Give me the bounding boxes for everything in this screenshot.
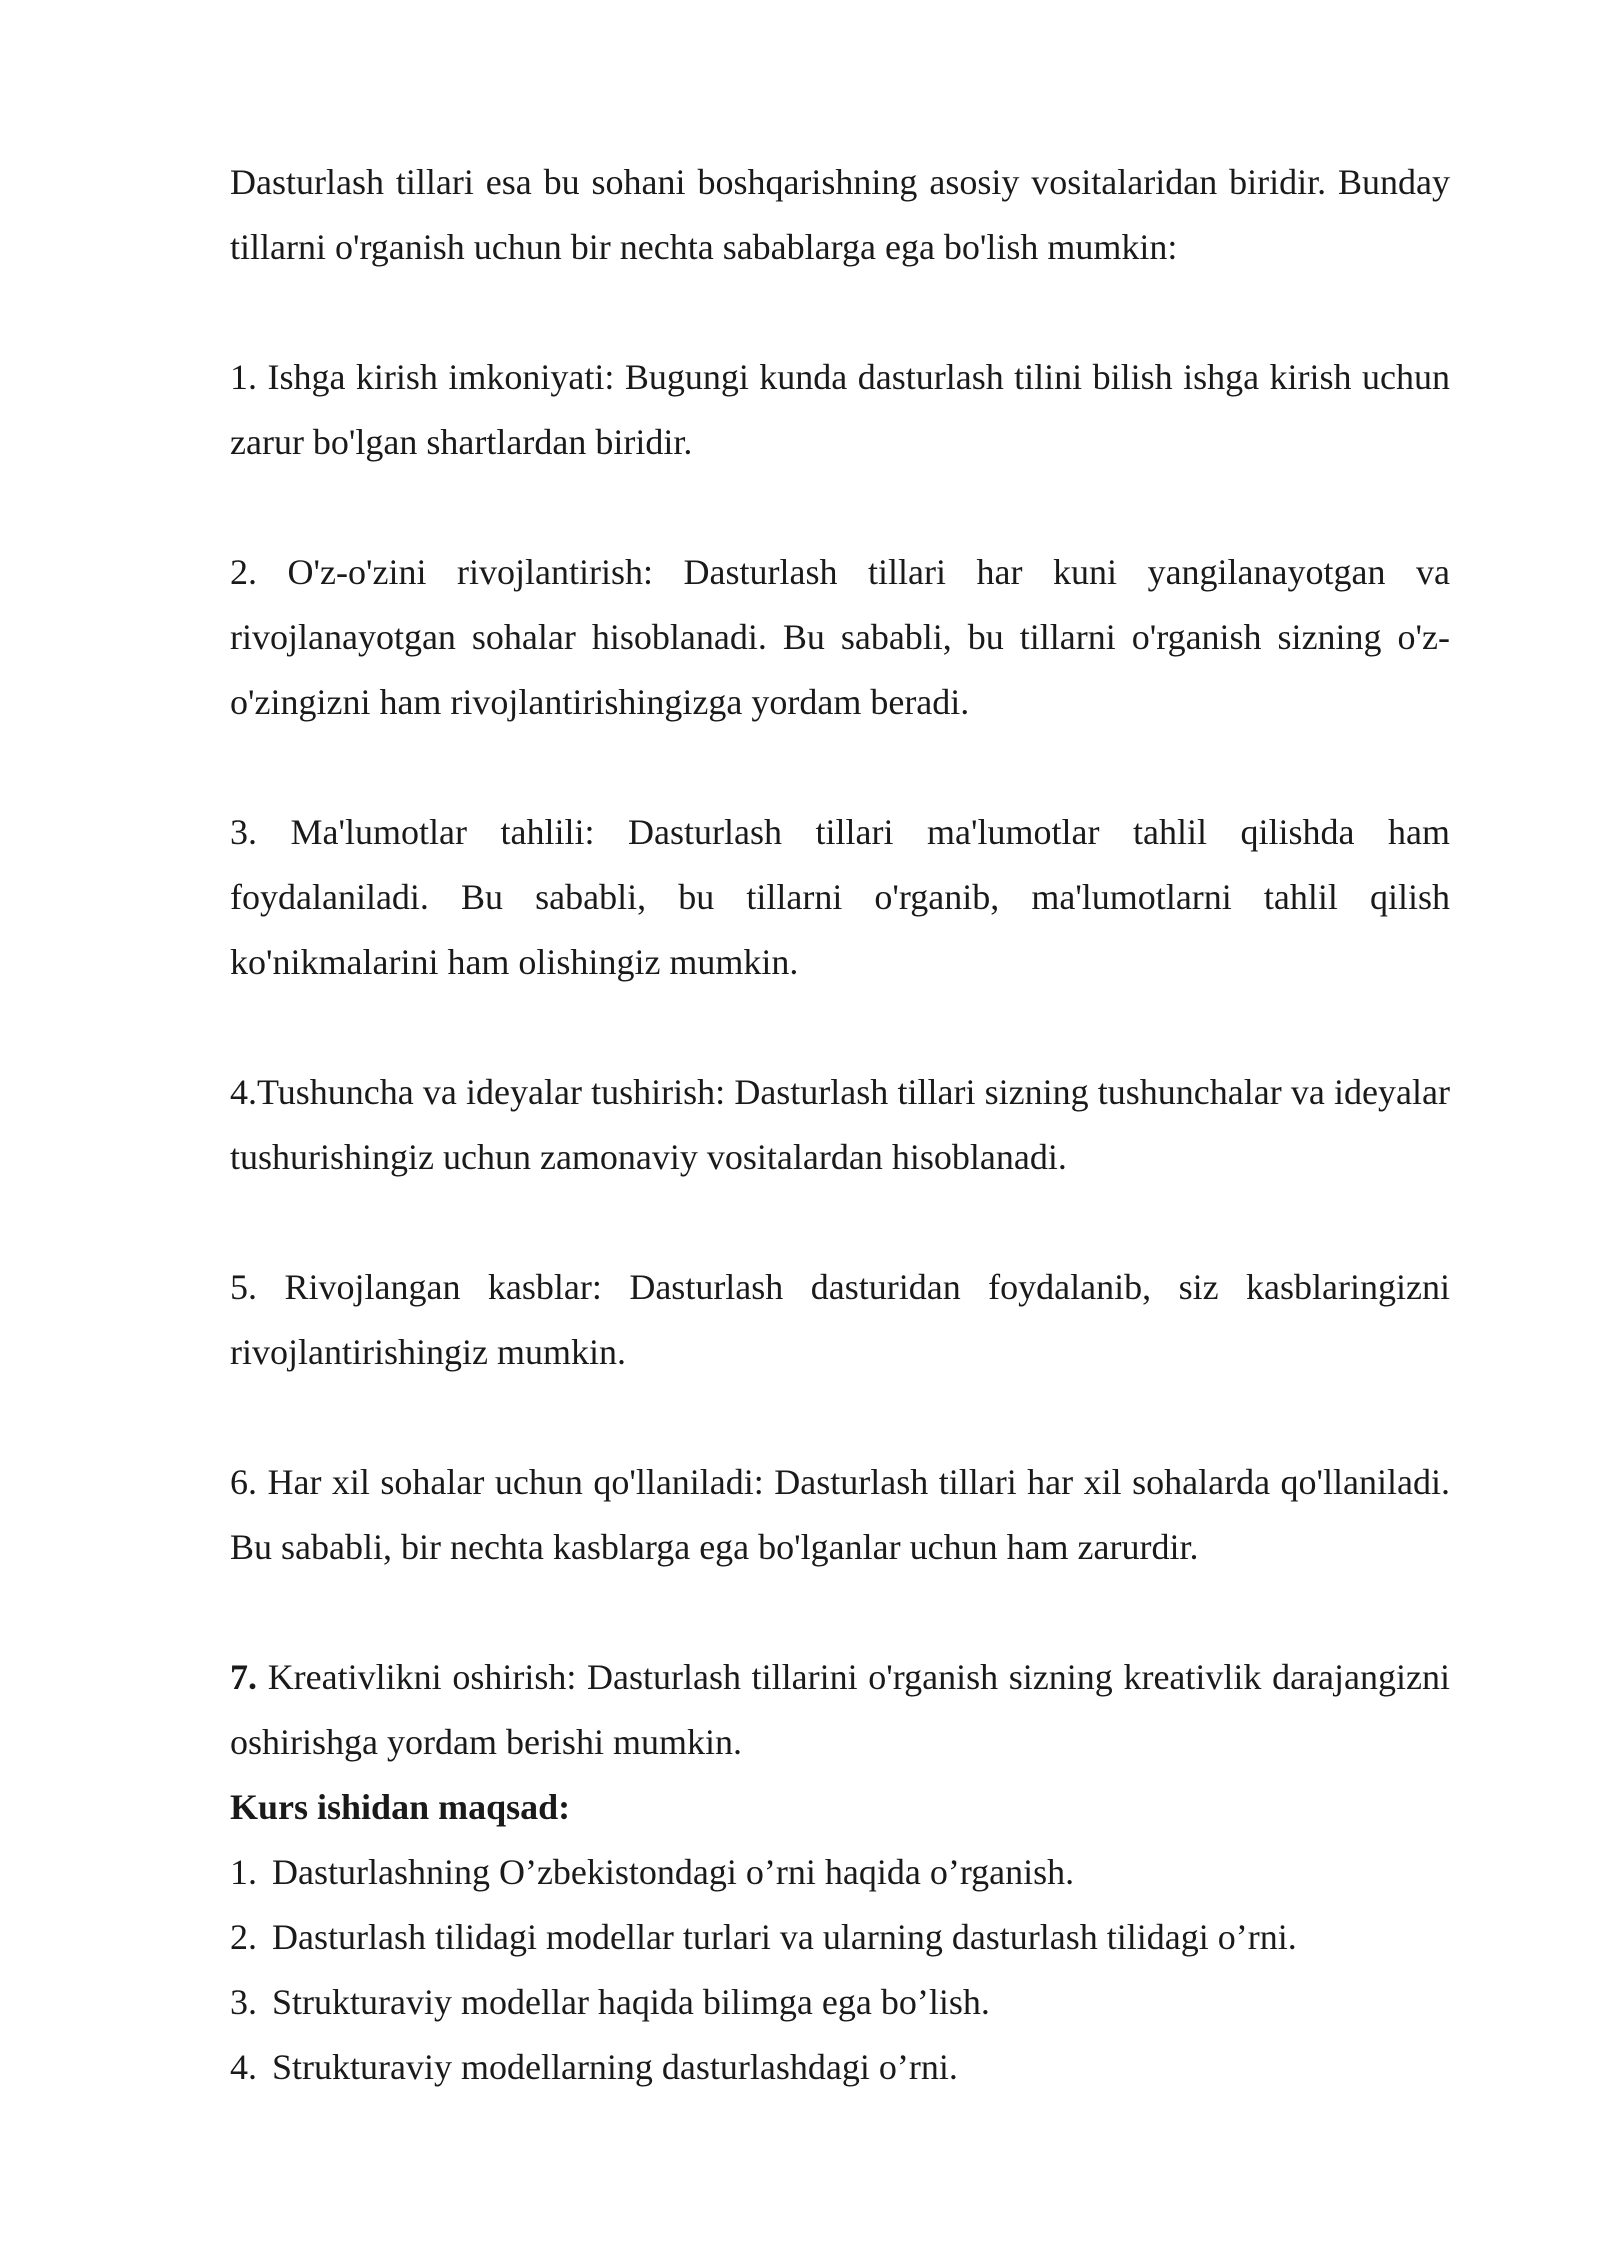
reason-3-paragraph xyxy=(230,800,1450,995)
goal-1-text: Dasturlashning O’zbekistondagi o’rni haqida o’rganish. xyxy=(272,1852,1075,1892)
goals-list xyxy=(230,1840,1450,2100)
list-item xyxy=(230,1840,1450,1905)
reason-7-paragraph xyxy=(230,1645,1450,1775)
reason-2-paragraph xyxy=(230,540,1450,735)
intro-paragraph xyxy=(230,150,1450,280)
reason-5-text: Rivojlangan kasblar: Dasturlash dasturidan foydalanib, siz kasblaringizni rivojlantirishingiz mumkin. xyxy=(230,1267,1450,1372)
list-item xyxy=(230,2035,1450,2100)
reason-3-text: Ma'lumotlar tahlili: Dasturlash tillari ma'lumotlar tahlil qilishda ham foydalaniladi. Bu sababli, bu tillarni o'rganib, ma'lumotlarni tahlil qilish ko'nikmalarini ham olishingiz mumkin. xyxy=(230,812,1450,982)
reason-6-paragraph xyxy=(230,1450,1450,1580)
reason-7-number: 7. xyxy=(230,1657,257,1697)
reason-3-number: 3. xyxy=(230,812,257,852)
list-item xyxy=(230,1970,1450,2035)
goal-4-text: Strukturaviy modellarning dasturlashdagi o’rni. xyxy=(272,2047,958,2087)
goal-3-number: 3. xyxy=(230,1982,257,2022)
reason-2-number: 2. xyxy=(230,552,257,592)
goal-4-number: 4. xyxy=(230,2047,257,2087)
list-item xyxy=(230,1905,1450,1970)
reason-1-paragraph xyxy=(230,345,1450,475)
reason-1-text: Ishga kirish imkoniyati: Bugungi kunda dasturlash tilini bilish ishga kirish uchun zarur bo'lgan shartlardan biridir. xyxy=(230,357,1450,462)
reason-5-number: 5. xyxy=(230,1267,257,1307)
goal-2-number: 2. xyxy=(230,1917,257,1957)
reason-4-text: Tushuncha va ideyalar tushirish: Dasturlash tillari sizning tushunchalar va ideyalar tushurishingiz uchun zamonaviy vositalardan hisoblanadi. xyxy=(230,1072,1450,1177)
reason-7-text: Kreativlikni oshirish: Dasturlash tillarini o'rganish sizning kreativlik darajangizni oshirishga yordam berishi mumkin. xyxy=(230,1657,1450,1762)
reason-4-number: 4. xyxy=(230,1072,257,1112)
reason-6-text: Har xil sohalar uchun qo'llaniladi: Dasturlash tillari har xil sohalarda qo'llaniladi. Bu sababli, bir nechta kasblarga ega bo'lganlar uchun ham zarurdir. xyxy=(230,1462,1450,1567)
reason-6-number: 6. xyxy=(230,1462,257,1502)
document-page xyxy=(230,150,1450,2100)
goals-heading: Kurs ishidan maqsad: xyxy=(230,1787,571,1827)
reason-1-number: 1. xyxy=(230,357,257,397)
goal-3-text: Strukturaviy modellar haqida bilimga ega bo’lish. xyxy=(272,1982,990,2022)
intro-text: Dasturlash tillari esa bu sohani boshqarishning asosiy vositalaridan biridir. Bunday tillarni o'rganish uchun bir nechta sabablarga ega bo'lish mumkin: xyxy=(230,162,1450,267)
reason-4-paragraph xyxy=(230,1060,1450,1190)
reason-5-paragraph xyxy=(230,1255,1450,1385)
goal-2-text: Dasturlash tilidagi modellar turlari va ularning dasturlash tilidagi o’rni. xyxy=(272,1917,1297,1957)
reason-2-text: O'z-o'zini rivojlantirish: Dasturlash tillari har kuni yangilanayotgan va rivojlanayotgan sohalar hisoblanadi. Bu sababli, bu tillarni o'rganish sizning o'z-o'zingizni ham rivojlantirishingizga yordam beradi. xyxy=(230,552,1451,722)
goal-1-number: 1. xyxy=(230,1852,257,1892)
